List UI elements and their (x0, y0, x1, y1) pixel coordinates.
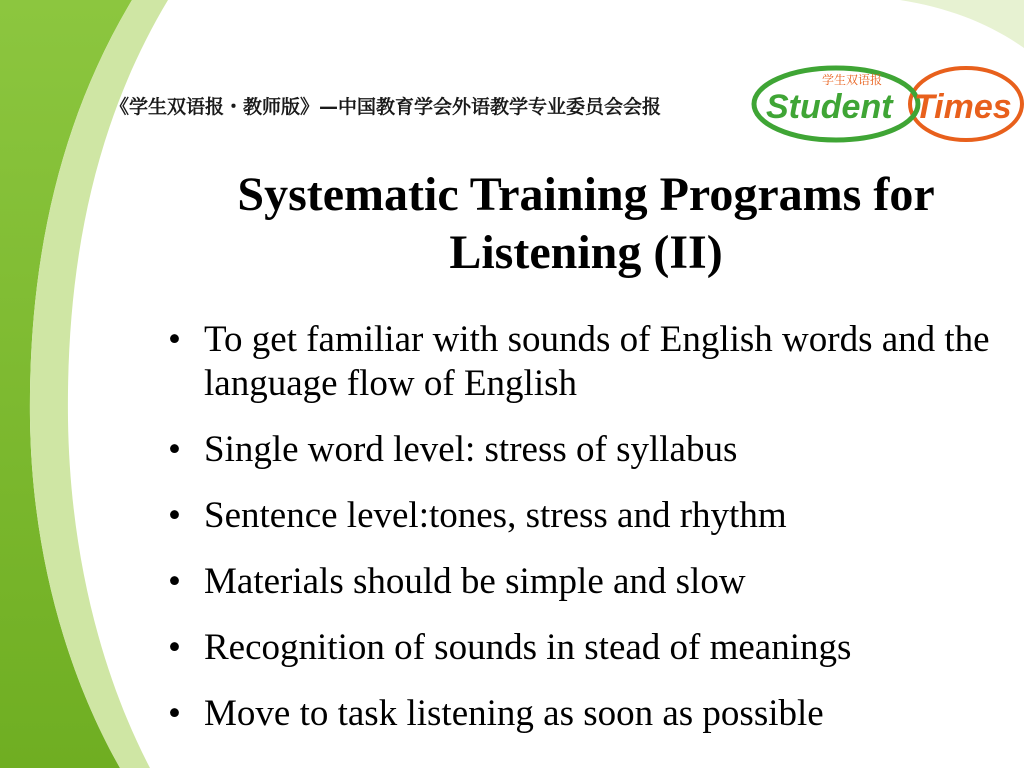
bullet-item (166, 692, 1016, 736)
slide-title-line1: Systematic Training Programs for (237, 168, 935, 221)
bullet-item (166, 428, 1016, 472)
bullet-text: Materials should be simple and slow (204, 561, 746, 602)
logo-word-times: Times (914, 88, 1012, 126)
bullet-marker: • (168, 495, 181, 536)
bullet-text: Single word level: stress of syllabus (204, 429, 738, 470)
bullet-marker: • (168, 429, 181, 470)
bullet-item (166, 626, 1016, 670)
bullet-text: Sentence level:tones, stress and rhythm (204, 495, 787, 536)
bullet-text: Move to task listening as soon as possible (204, 693, 824, 734)
bullet-item (166, 494, 1016, 538)
bullet-marker: • (168, 561, 181, 602)
bullet-item (166, 318, 1016, 406)
bullet-item (166, 560, 1016, 604)
bullet-text: To get familiar with sounds of English words and the language flow of English (204, 319, 990, 404)
bullet-list (166, 318, 1016, 758)
slide-title (160, 166, 1012, 282)
student-times-logo (744, 62, 1024, 144)
slide-title-line2: Listening (II) (449, 226, 723, 279)
bullet-text: Recognition of sounds in stead of meanings (204, 627, 852, 668)
bullet-marker: • (168, 693, 181, 734)
logo-word-student: Student (766, 88, 893, 126)
newspaper-header-text: 《学生双语报・教师版》—中国教育学会外语教学专业委员会会报 (110, 96, 662, 118)
bullet-marker: • (168, 627, 181, 668)
bullet-marker: • (168, 319, 181, 360)
logo-chinese-text: 学生双语报 (822, 73, 883, 87)
